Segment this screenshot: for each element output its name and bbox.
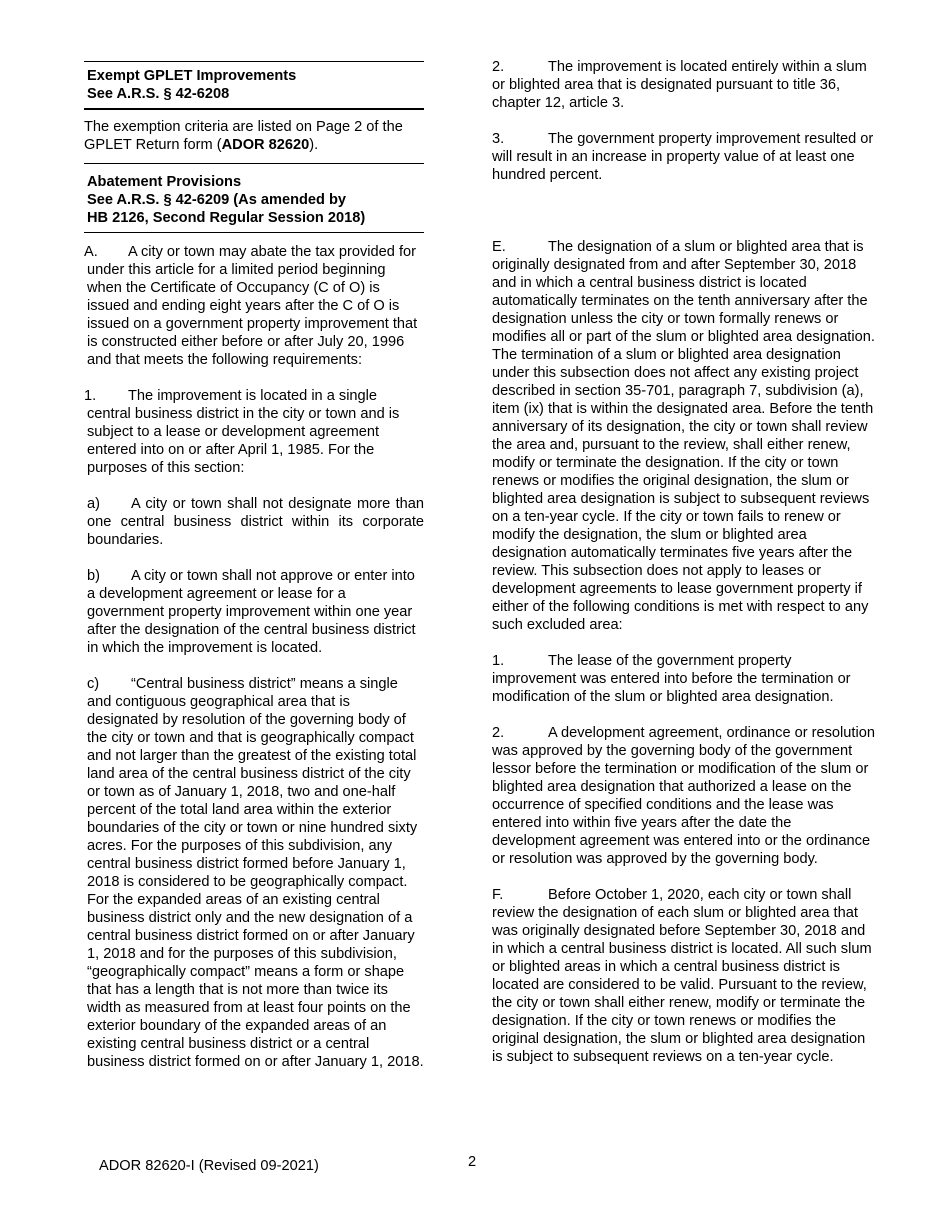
paragraph-label: 1. <box>492 653 505 669</box>
paragraph-label: A. <box>84 244 98 260</box>
paragraph-text: A development agreement, ordinance or resolution was approved by the governing body of the government lessor before the termination or modification of the slum or blighted area designation that authorized a lease on the occurrence of specified conditions and the lease was entered into within five years after the date the development agreement was entered into or the ordinance or resolution was approved by the governing body. <box>492 725 875 867</box>
paragraph-label: 2. <box>492 725 505 741</box>
paragraph-label: 3. <box>492 131 505 147</box>
paragraph-text: The lease of the government property improvement was entered into before the termination or modification of the slum or blighted area designation. <box>492 653 851 705</box>
paragraph-text: The government property improvement resulted or will result in an increase in property value of at least one hundred percent. <box>492 131 874 183</box>
paragraph-e-1 <box>492 652 877 706</box>
section-heading-abatement <box>84 164 424 232</box>
section-heading-exempt-gplet <box>84 62 424 108</box>
right-column <box>492 58 877 1084</box>
intro-text: The exemption criteria are listed on Page 2 of the GPLET Return form ( <box>84 119 403 153</box>
subparagraph-c <box>84 675 424 1071</box>
subparagraph-a <box>84 495 424 549</box>
paragraph-text: The designation of a slum or blighted area that is originally designated from and after September 30, 2018 and in which a central business district is located automatically terminates on the tenth anniversary after the designation unless the city or town formally renews or modifies all or part of the slum or blighted area designation. The termination of a slum or blighted area designation under this subsection does not affect any existing project described in section 35-701, paragraph 7, subdivision (a), item (ix) that is within the designated area. Before the tenth anniversary of its designation, the city or town shall review the area and, pursuant to the review, shall either renew, modify or terminate the designation. If the city or town renews or modifies the original designation, the slum or blighted area designation is subject to subsequent reviews on a ten-year cycle. If the city or town fails to renew or modify the designation, the slum or blighted area designation automatically terminates five years after the review. This subsection does not apply to leases or development agreements to lease government property if either of the following conditions is met with respect to any such excluded area: <box>492 239 875 633</box>
paragraph-a <box>84 243 424 369</box>
paragraph-e-2 <box>492 724 877 868</box>
paragraph-text: A city or town shall not approve or enter into a development agreement or lease for a government property improvement within one year after the designation of the central business district in which the improvement is located. <box>87 568 416 656</box>
heading-line: Abatement Provisions <box>87 174 242 190</box>
paragraph-text: A city or town may abate the tax provided for under this article for a limited period beginning when the Certificate of Occupancy (C of O) is issued and ending eight years after the C of O is issued on a government property improvement that is constructed either before or after July 20, 1996 and that meets the following requirements: <box>87 244 418 368</box>
heading-line: HB 2126, Second Regular Session 2018) <box>87 210 366 226</box>
paragraph-label: c) <box>87 676 100 692</box>
paragraph-text: Before October 1, 2020, each city or town shall review the designation of each slum or blighted area that was originally designated before September 30, 2018 and in which a central business district is located. All such slum or blighted areas in which a central business district is located are considered to be valid. Pursuant to the review, the city or town shall either renew, modify or terminate the designation. If the city or town renews or modifies the original designation, the slum or blighted area designation is subject to subsequent reviews on a ten-year cycle. <box>492 887 872 1065</box>
footer-form-id: ADOR 82620-I (Revised 09-2021) <box>99 1158 319 1174</box>
divider <box>84 232 424 233</box>
intro-paragraph <box>84 110 424 163</box>
page-number: 2 <box>468 1154 477 1170</box>
left-column <box>84 61 424 1089</box>
heading-line: See A.R.S. § 42-6208 <box>87 86 230 102</box>
paragraph-label: 1. <box>84 388 97 404</box>
paragraph-text: The improvement is located in a single central business district in the city or town and is subject to a lease or development agreement entered into on or after April 1, 1985. For the purposes of this section: <box>87 388 400 476</box>
paragraph-label: a) <box>87 496 100 512</box>
paragraph-text: The improvement is located entirely within a slum or blighted area that is designated pursuant to title 36, chapter 12, article 3. <box>492 59 867 111</box>
paragraph-f <box>492 886 877 1066</box>
paragraph-label: b) <box>87 568 100 584</box>
paragraph-label: E. <box>492 239 506 255</box>
paragraph-text: A city or town shall not designate more than one central business district within its corporate boundaries. <box>87 496 424 548</box>
heading-line: Exempt GPLET Improvements <box>87 68 297 84</box>
paragraph-label: 2. <box>492 59 505 75</box>
paragraph-e <box>492 238 877 634</box>
paragraph-2 <box>492 58 877 112</box>
heading-line: See A.R.S. § 42-6209 (As amended by <box>87 192 347 208</box>
paragraph-label: F. <box>492 887 504 903</box>
subparagraph-b <box>84 567 424 657</box>
paragraph-1 <box>84 387 424 477</box>
paragraph-text: “Central business district” means a single and contiguous geographical area that is designated by resolution of the governing body of the city or town and that is geographically compact and not larger than the greatest of the existing total land area of the central business district of the city or town as of January 1, 2018, two and one-half percent of the total land area within the exterior boundaries of the city or town or nine hundred sixty acres. For the purposes of this subdivision, any central business district formed before January 1, 2018 is considered to be geographically compact. For the expanded areas of an existing central business district only and the new designation of a central business district formed on or after January 1, 2018 and for the purposes of this subdivision, “geographically compact” means a form or shape that has a length that is not more than twice its width as measured from at least four points on the exterior boundary of the expanded areas of an existing central business district or a central business district formed on or after January 1, 2018. <box>87 676 424 1070</box>
form-reference: ADOR 82620 <box>221 137 310 153</box>
intro-text-end: ). <box>309 137 319 153</box>
paragraph-3 <box>492 130 877 184</box>
